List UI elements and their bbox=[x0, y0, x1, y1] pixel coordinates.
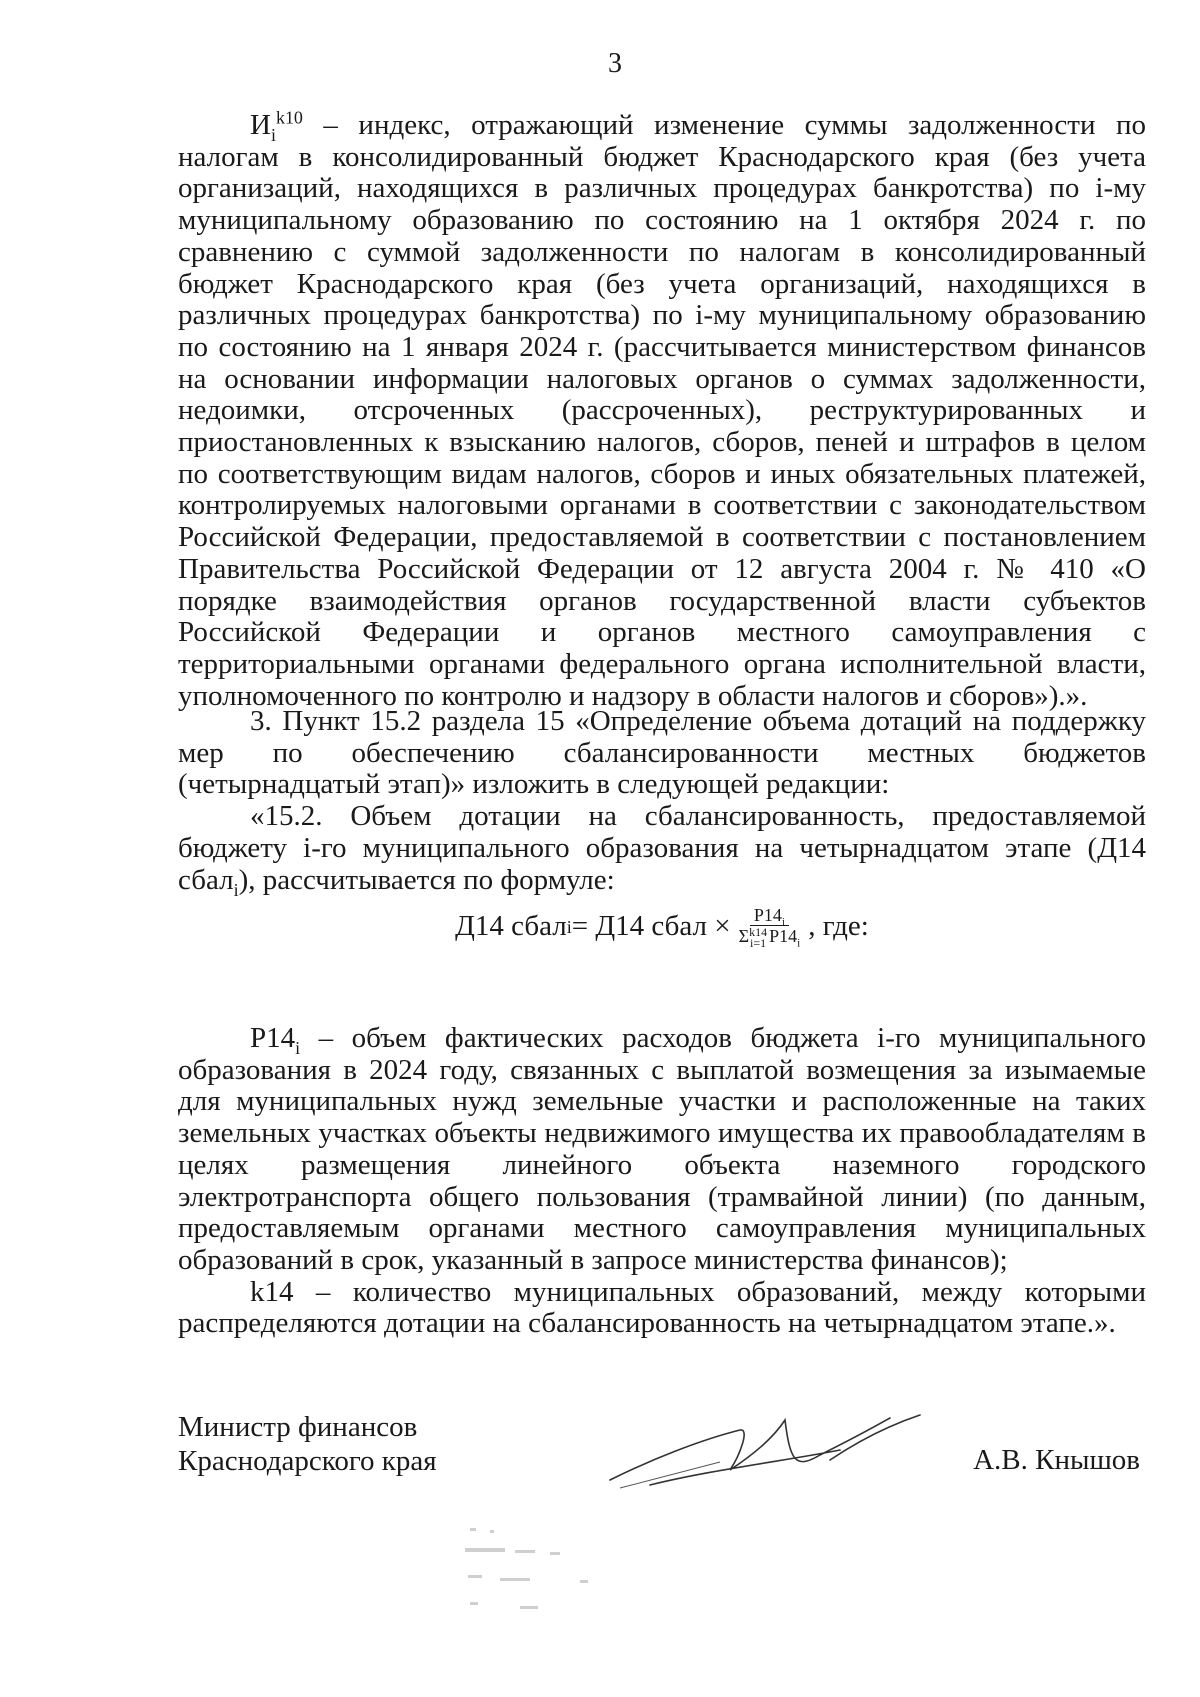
numerator-text: P14 bbox=[753, 905, 782, 925]
index-superscript: k10 bbox=[275, 107, 303, 128]
faint-stamp-marks bbox=[460, 1520, 700, 1630]
formula-equals-part: = Д14 сбал × bbox=[571, 910, 731, 943]
index-symbol: И bbox=[250, 109, 271, 141]
text-block-middle bbox=[178, 705, 1146, 900]
text-block-top bbox=[178, 107, 1146, 712]
paragraph-item-3: 3. Пункт 15.2 раздела 15 «Определение объема дотаций на поддержку мер по обеспечению сбалансированности местных бюджетов (четырнадцатый этап)» изложить в следующей редакции: bbox=[178, 705, 1146, 801]
p14-symbol: P14 bbox=[250, 1022, 296, 1054]
p14-subscript: i bbox=[295, 1037, 301, 1058]
index-definition-text: – индекс, отражающий изменение суммы задолженности по налогам в консолидированный бюджет Краснодарского края (без учета организаций, находящихся в различных процедурах банкротства) по i-му муниципальному образованию по состоянию на 1 октября 2024 г. по сравнению с суммой задолженности по налогам в консолидированный бюджет Краснодарского края (без учета организаций, находящихся в различных процедурах банкротства) по i-му муниципальному образованию по состоянию на 1 января 2024 г. (рассчитывается министерством финансов на основании информации налоговых органов о суммах задолженности, недоимки, отсроченных (рассроченных), реструктурированных и приостановленных к взысканию налогов, сборов, пеней и штрафов в целом по соответствующим видам налогов, сборов и иных обязательных платежей, контролируемых налоговыми органами в соответствии с законодательством Российской Федерации, предоставляемой в соответствии с постановлением Правительства Российской Федерации от 12 августа 2004 г. № 410 «О порядке взаимодействия органов государственной власти субъектов Российской Федерации и органов местного самоуправления с территориальными органами федерального органа исполнительной власти, уполномоченного по контролю и надзору в области налогов и сборов»).». bbox=[178, 109, 1146, 712]
denominator-subscript: i bbox=[797, 937, 801, 950]
page-number: 3 bbox=[608, 48, 622, 79]
signer-title-line1: Министр финансов bbox=[178, 1411, 418, 1443]
formula: Д14 сбал i = Д14 сбал × $P14_i$ Σ k14 i=1 $P14_i$ , где: bbox=[455, 905, 869, 950]
text-block-bottom bbox=[178, 1023, 1146, 1340]
paragraph-15-2-text-after: ), рассчитывается по формуле: bbox=[238, 863, 615, 896]
formula-denominator bbox=[735, 926, 805, 949]
formula-numerator bbox=[750, 905, 789, 929]
handwritten-signature bbox=[590, 1400, 930, 1500]
signer-name: А.В. Кнышов bbox=[973, 1444, 1140, 1476]
index-subscript: i bbox=[270, 124, 276, 145]
p14-definition-text: – объем фактических расходов бюджета i-го муниципального образования в 2024 году, связанных с выплатой возмещения за изымаемые для муниципальных нужд земельные участки и расположенные на таких земельных участках объекты недвижимого имущества их правообладателям в целях размещения линейного объекта наземного городского электротранспорта общего пользования (трамвайной линии) (по данным, предоставляемым органами местного самоуправления муниципальных образований в срок, указанный в запросе министерства финансов); bbox=[178, 1022, 1146, 1276]
sum-lower-limit: i=1 bbox=[750, 935, 767, 950]
paragraph-k14-definition: k14 – количество муниципальных образований, между которыми распределяются дотации на сбалансированность на четырнадцатом этапе.». bbox=[178, 1275, 1146, 1340]
paragraph-p14-definition bbox=[178, 1023, 1146, 1277]
paragraph-15-2 bbox=[178, 800, 1146, 900]
paragraph-index-definition bbox=[178, 107, 1146, 712]
paragraph-15-2-subscript: i bbox=[233, 879, 239, 900]
signer-title-line2: Краснодарского края bbox=[178, 1445, 437, 1477]
numerator-subscript: i bbox=[781, 916, 785, 929]
signer-title bbox=[178, 1410, 437, 1478]
formula-fraction bbox=[735, 905, 805, 949]
sum-symbol: Σ bbox=[738, 926, 750, 946]
denominator-text: P14 bbox=[769, 926, 798, 946]
sum-limits bbox=[749, 924, 768, 950]
sum-upper-limit: k14 bbox=[749, 924, 768, 939]
formula-lhs: Д14 сбал bbox=[455, 910, 567, 943]
formula-suffix: , где: bbox=[808, 910, 869, 943]
paragraph-15-2-text-before: «15.2. Объем дотации на сбалансированность, предоставляемой бюджету i-го муниципального образования на четырнадцатом этапе (Д14 сбал bbox=[178, 800, 1146, 896]
